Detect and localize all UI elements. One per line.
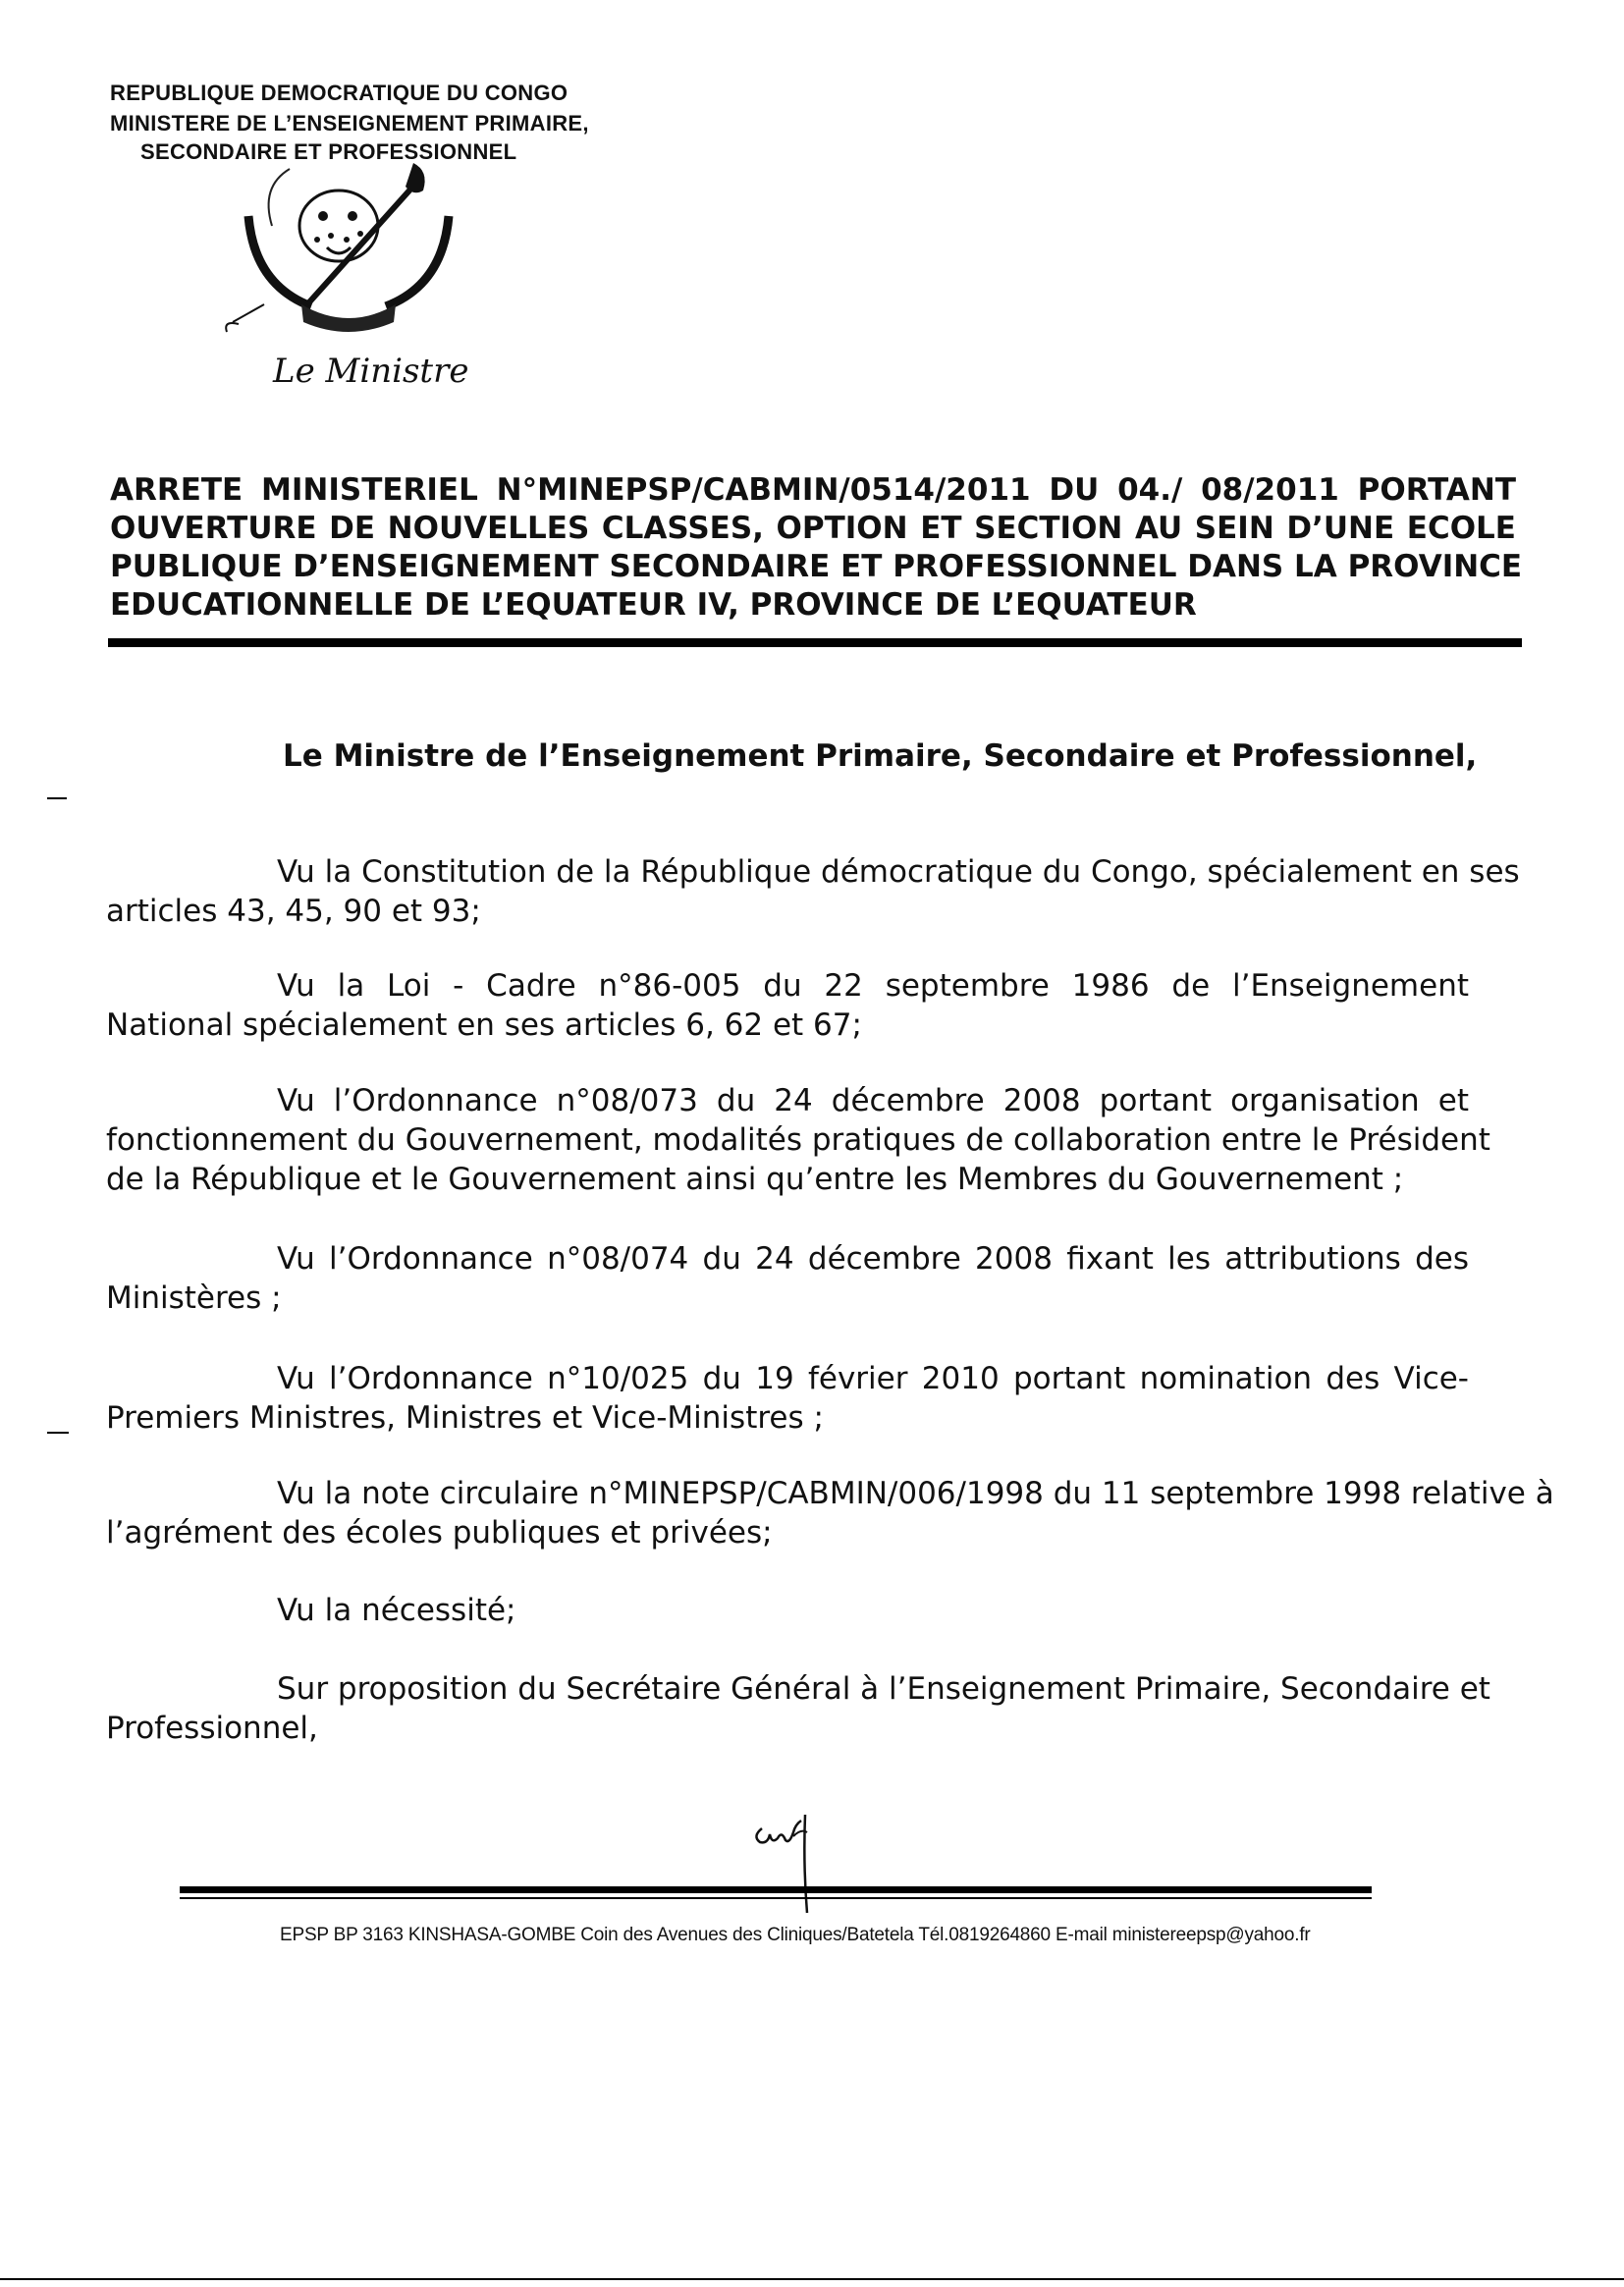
para-line: Ministères ; xyxy=(106,1280,282,1316)
decree-title-line-3: PUBLIQUE D’ENSEIGNEMENT SECONDAIRE ET PROFESSIONNEL DANS LA PROVINCE xyxy=(110,549,1523,584)
para-line: Vu la nécessité; xyxy=(277,1593,516,1628)
para-line: Professionnel, xyxy=(106,1711,318,1746)
para-line: Vu l’Ordonnance n°08/074 du 24 décembre 2008 fixant les attributions des xyxy=(277,1241,1469,1277)
paragraph-necessite xyxy=(106,1591,1469,1630)
scan-mark xyxy=(47,1432,69,1434)
minister-heading: Le Ministre de l’Enseignement Primaire, Secondaire et Professionnel, xyxy=(283,738,1478,774)
header-ministry: MINISTERE DE L’ENSEIGNEMENT PRIMAIRE, xyxy=(110,111,589,136)
decree-title-line-1: ARRETE MINISTERIEL N°MINEPSP/CABMIN/0514/2011 DU 04./ 08/2011 PORTANT xyxy=(110,472,1516,508)
para-line: articles 43, 45, 90 et 93; xyxy=(106,894,481,929)
para-line: Vu l’Ordonnance n°10/025 du 19 février 2010 portant nomination des Vice- xyxy=(277,1361,1469,1396)
paragraph-ordonnance-10-025 xyxy=(106,1359,1469,1438)
para-line: Vu la Constitution de la République démocratique du Congo, spécialement en ses xyxy=(277,854,1520,890)
page-bottom-edge xyxy=(0,2278,1624,2280)
para-line: Vu la note circulaire n°MINEPSP/CABMIN/006/1998 du 11 septembre 1998 relative à xyxy=(277,1476,1554,1511)
handwritten-initials xyxy=(746,1807,835,1925)
coat-of-arms-emblem xyxy=(221,157,476,344)
para-line: Vu la Loi - Cadre n°86-005 du 22 septembre 1986 de l’Enseignement xyxy=(277,968,1469,1004)
decree-title-line-4: EDUCATIONNELLE DE L’EQUATEUR IV, PROVINCE DE L’EQUATEUR xyxy=(110,587,1197,623)
footer-rule-thin xyxy=(180,1897,1372,1899)
paragraph-ordonnance-08-074 xyxy=(106,1239,1469,1318)
para-line: Vu l’Ordonnance n°08/073 du 24 décembre 2008 portant organisation et xyxy=(277,1083,1469,1118)
footer-contact: EPSP BP 3163 KINSHASA-GOMBE Coin des Avenues des Cliniques/Batetela Tél.0819264860 E-mail ministereepsp@yahoo.fr xyxy=(280,1925,1311,1945)
scan-mark xyxy=(47,797,67,799)
header-republic: REPUBLIQUE DEMOCRATIQUE DU CONGO xyxy=(110,81,568,105)
para-line: Premiers Ministres, Ministres et Vice-Ministres ; xyxy=(106,1400,824,1436)
paragraph-loi-cadre xyxy=(106,966,1469,1045)
paragraph-ordonnance-08-073 xyxy=(106,1081,1490,1199)
signatory-title: Le Ministre xyxy=(273,352,469,391)
title-underline xyxy=(108,638,1522,647)
para-line: de la République et le Gouvernement ainsi qu’entre les Membres du Gouvernement ; xyxy=(106,1162,1404,1197)
para-line: National spécialement en ses articles 6, 62 et 67; xyxy=(106,1007,862,1043)
footer-rule-thick xyxy=(180,1886,1372,1893)
para-line: Sur proposition du Secrétaire Général à l’Enseignement Primaire, Secondaire et xyxy=(277,1671,1490,1707)
header-ministry-cont: SECONDAIRE ET PROFESSIONNEL xyxy=(140,139,517,164)
paragraph-proposition xyxy=(106,1669,1490,1748)
decree-title-line-2: OUVERTURE DE NOUVELLES CLASSES, OPTION ET SECTION AU SEIN D’UNE ECOLE xyxy=(110,511,1516,546)
para-line: fonctionnement du Gouvernement, modalités pratiques de collaboration entre le Président xyxy=(106,1122,1490,1158)
paragraph-constitution xyxy=(106,852,1520,931)
paragraph-note-circulaire xyxy=(106,1474,1554,1552)
para-line: l’agrément des écoles publiques et privées; xyxy=(106,1515,773,1551)
